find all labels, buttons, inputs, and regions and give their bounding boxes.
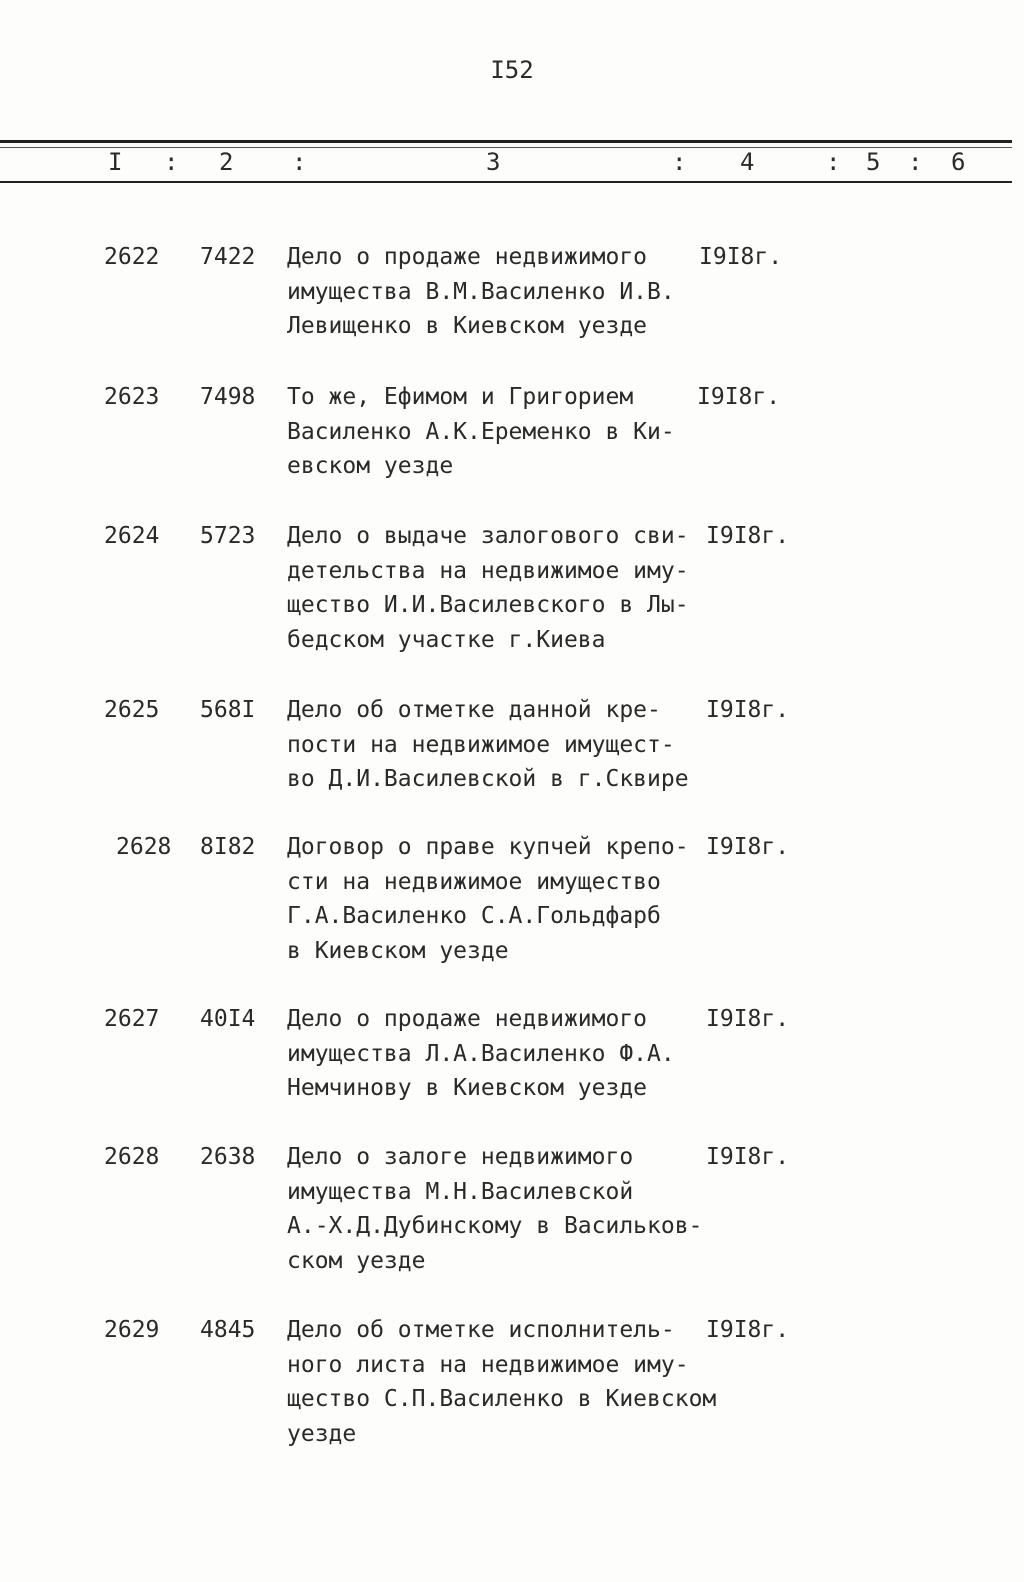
- column-separator: :: [164, 148, 179, 176]
- description-line: Дело об отметке исполнитель-: [287, 1317, 675, 1343]
- description-line: бедском участке г.Киева: [287, 626, 606, 653]
- entry-description: [287, 830, 727, 968]
- description-line: евском уезде: [287, 453, 454, 479]
- description-line: Дело о залоге недвижимого: [287, 1144, 634, 1170]
- column-header-1: I: [108, 148, 123, 176]
- description-line: щество С.П.Василенко в Киевском: [287, 1386, 717, 1412]
- entry-description: [287, 1313, 727, 1451]
- entry-number: 2627: [104, 1006, 160, 1032]
- entry-description: [287, 240, 727, 344]
- entry-number: 2624: [104, 523, 160, 549]
- description-line: Василенко А.К.Еременко в Ки-: [287, 418, 675, 445]
- description-line: Дело о продаже недвижимого: [287, 244, 648, 270]
- entry-description: [287, 519, 727, 657]
- description-line: во Д.И.Василевской в г.Сквире: [287, 766, 689, 792]
- entry-number: 2625: [104, 697, 160, 723]
- header-top-rule: [0, 140, 1012, 143]
- header-bottom-rule: [0, 181, 1012, 183]
- description-line: ного листа на недвижимое иму-: [287, 1351, 689, 1378]
- entry-description: [287, 1140, 727, 1278]
- description-line: Дело о выдаче залогового сви-: [287, 523, 689, 549]
- column-header-6: 6: [951, 148, 966, 176]
- description-line: уезде: [287, 1420, 357, 1447]
- column-header-3: 3: [486, 148, 501, 176]
- entry-year: I9I8г.: [706, 523, 790, 549]
- entry-code: 2638: [200, 1144, 256, 1170]
- entry-number: 2628: [104, 1144, 160, 1170]
- description-line: пости на недвижимое имущест-: [287, 731, 675, 758]
- entry-year: I9I8г.: [706, 1317, 790, 1343]
- description-line: Договор о праве купчей крепо-: [287, 834, 689, 860]
- page-number: I52: [490, 56, 534, 84]
- description-line: То же, Ефимом и Григорием: [287, 384, 634, 410]
- column-separator: :: [292, 148, 307, 176]
- column-separator: :: [908, 148, 923, 176]
- description-line: Дело о продаже недвижимого: [287, 1006, 648, 1032]
- entry-code: 40I4: [200, 1006, 256, 1032]
- description-line: щество И.И.Василевского в Лы-: [287, 592, 689, 618]
- entry-number: 2628: [116, 834, 172, 860]
- entry-year: I9I8г.: [706, 1144, 790, 1170]
- entry-number: 2629: [104, 1317, 160, 1343]
- entry-number: 2622: [104, 244, 160, 270]
- entry-number: 2623: [104, 384, 160, 410]
- description-line: имущества М.Н.Василевской: [287, 1178, 634, 1205]
- entry-code: 568I: [200, 697, 256, 723]
- entry-year: I9I8г.: [699, 244, 783, 270]
- entry-year: I9I8г.: [706, 697, 790, 723]
- entry-description: [287, 380, 727, 484]
- entry-description: [287, 1002, 727, 1106]
- description-line: детельства на недвижимое иму-: [287, 557, 689, 584]
- description-line: имущества В.М.Василенко И.В.: [287, 278, 675, 305]
- entry-year: I9I8г.: [706, 834, 790, 860]
- column-header-5: 5: [866, 148, 881, 176]
- description-line: имущества Л.А.Василенко Ф.А.: [287, 1040, 675, 1067]
- entry-code: 4845: [200, 1317, 256, 1343]
- column-separator: :: [672, 148, 687, 176]
- description-line: Дело об отметке данной кре-: [287, 697, 661, 723]
- entry-description: [287, 693, 727, 797]
- description-line: Немчинову в Киевском уезде: [287, 1075, 648, 1101]
- entry-code: 7422: [200, 244, 256, 270]
- entry-code: 7498: [200, 384, 256, 410]
- header-top-thin-rule: [0, 147, 1012, 148]
- entry-year: I9I8г.: [706, 1006, 790, 1032]
- description-line: в Киевском уезде: [287, 937, 509, 964]
- description-line: А.-Х.Д.Дубинскому в Васильков-: [287, 1213, 703, 1239]
- description-line: ском уезде: [287, 1247, 426, 1274]
- entry-year: I9I8г.: [697, 384, 781, 410]
- description-line: сти на недвижимое имущество: [287, 868, 661, 895]
- description-line: Левищенко в Киевском уезде: [287, 313, 648, 339]
- column-header-4: 4: [740, 148, 755, 176]
- column-header-2: 2: [219, 148, 234, 176]
- entry-code: 5723: [200, 523, 256, 549]
- column-separator: :: [826, 148, 841, 176]
- entry-code: 8I82: [200, 834, 256, 860]
- description-line: Г.А.Василенко С.А.Гольдфарб: [287, 903, 661, 929]
